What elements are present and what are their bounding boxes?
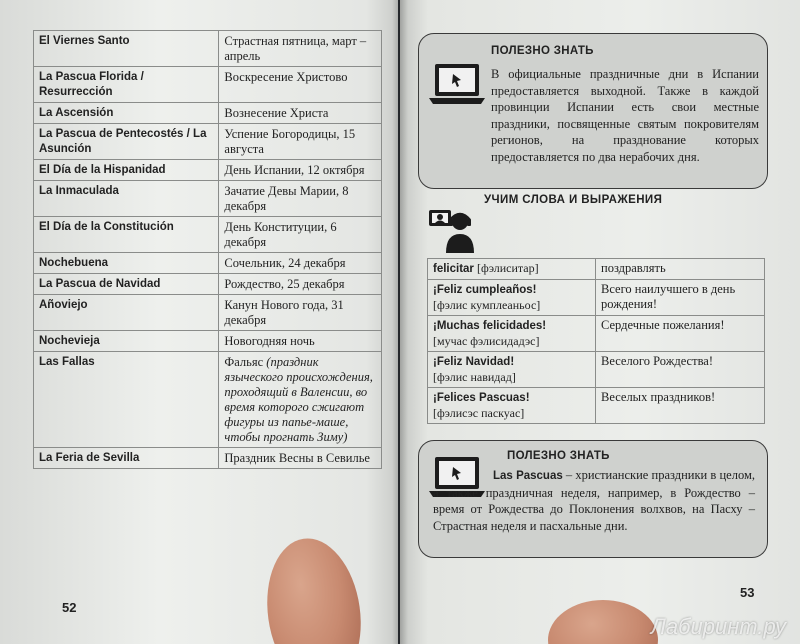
holiday-name-ru — [219, 253, 382, 274]
page-number-left: 52 — [62, 600, 77, 615]
phrase-transcription: [фэлисэс паскуас] — [433, 406, 525, 420]
phrase-es: ¡Muchas felicidades! — [433, 320, 547, 332]
holiday-name-es: La Pascua de Navidad — [34, 274, 219, 295]
holiday-name-ru — [219, 67, 382, 103]
phrase-ru: поздравлять — [596, 259, 765, 280]
page-number-right: 53 — [740, 585, 755, 600]
holiday-name-es: La Inmaculada — [34, 181, 219, 217]
table-row — [428, 259, 765, 280]
table-row — [34, 103, 382, 124]
holiday-name-es: La Pascua de Pentecostés / La Asunción — [34, 124, 219, 160]
phrase-ru: Веселых праздников! — [596, 388, 765, 424]
table-row — [34, 160, 382, 181]
phrase-es: ¡Felices Pascuas! — [433, 392, 530, 404]
phrase-transcription: [мучас фэлисидадэс] — [433, 334, 540, 348]
info-box-useful-2 — [418, 440, 768, 558]
table-row — [34, 274, 382, 295]
phrase-transcription: [фэлиситар] — [477, 261, 539, 275]
holiday-name-es: Nochebuena — [34, 253, 219, 274]
holiday-name-es: Añoviejo — [34, 295, 219, 331]
table-row — [34, 352, 382, 448]
holiday-translation: Сочельник, 24 декабря — [224, 256, 346, 270]
holiday-name-ru — [219, 31, 382, 67]
table-row — [34, 124, 382, 160]
phrase-es: ¡Feliz Navidad! — [433, 356, 515, 368]
info-box-1-text — [491, 66, 759, 165]
watermark: Лабиринт.ру — [650, 614, 786, 639]
holiday-name-ru — [219, 274, 382, 295]
holiday-name-ru — [219, 352, 382, 448]
holiday-name-es: La Ascensión — [34, 103, 219, 124]
phrase-es-cell — [428, 352, 596, 388]
holiday-translation: День Конституции, 6 декабря — [224, 220, 337, 249]
phrase-es-cell — [428, 259, 596, 280]
laptop-icon — [427, 62, 487, 113]
holiday-name-ru — [219, 103, 382, 124]
left-page — [0, 0, 398, 644]
holiday-name-ru — [219, 217, 382, 253]
info-box-useful-1 — [418, 33, 768, 189]
holidays-table — [33, 30, 382, 469]
table-row — [34, 448, 382, 469]
table-row — [34, 181, 382, 217]
holiday-name-ru — [219, 124, 382, 160]
holiday-translation: Воскресение Христово — [224, 70, 348, 84]
phrase-ru: Сердечные пожелания! — [596, 316, 765, 352]
table-row — [428, 352, 765, 388]
phrase-transcription: [фэлис кумплеаньос] — [433, 298, 541, 312]
holiday-name-es: Las Fallas — [34, 352, 219, 448]
holiday-name-ru — [219, 181, 382, 217]
table-row — [34, 295, 382, 331]
section-title: УЧИМ СЛОВА И ВЫРАЖЕНИЯ — [484, 194, 663, 206]
info-box-1-body: В официальные праздничные дни в Испании предоставляется выходной. Также в каждой провинции Испании есть свои местные праздники, посвященные святым покровителям регионов, на празднование которых предоставляется по два нерабочих дня. — [491, 67, 759, 164]
table-row — [428, 388, 765, 424]
holiday-name-ru — [219, 448, 382, 469]
phrase-es: felicitar — [433, 263, 474, 275]
phrases-table — [427, 258, 765, 424]
holiday-name-es: Nochevieja — [34, 331, 219, 352]
holiday-note: (праздник языческого происхождения, проходящий в Валенсии, во время которого сжигают фигуры из папье-маше, чтобы прогнать Зиму) — [224, 355, 373, 444]
table-row — [34, 217, 382, 253]
holiday-name-es: El Día de la Hispanidad — [34, 160, 219, 181]
phrase-ru: Всего наилучшего в день рождения! — [596, 280, 765, 316]
holiday-name-es: La Pascua Florida / Resurrección — [34, 67, 219, 103]
holiday-name-ru — [219, 331, 382, 352]
phrase-es: ¡Feliz cumpleaños! — [433, 284, 537, 296]
holiday-translation: Рождество, 25 декабря — [224, 277, 345, 291]
video-call-icon — [428, 208, 476, 259]
table-row — [428, 280, 765, 316]
holiday-translation: Страстная пятница, март – апрель — [224, 34, 367, 63]
phrase-ru: Веселого Рождества! — [596, 352, 765, 388]
info-box-1-title: ПОЛЕЗНО ЗНАТЬ — [491, 45, 594, 57]
holiday-name-es: La Feria de Sevilla — [34, 448, 219, 469]
phrase-es-cell — [428, 388, 596, 424]
book-gutter — [392, 0, 408, 644]
holiday-name-es: El Día de la Constitución — [34, 217, 219, 253]
phrase-transcription: [фэлис навидад] — [433, 370, 516, 384]
holiday-translation: Успение Богородицы, 15 августа — [224, 127, 356, 156]
phrase-es-cell — [428, 280, 596, 316]
holiday-name-es: El Viernes Santo — [34, 31, 219, 67]
holiday-translation: Зачатие Девы Марии, 8 декабря — [224, 184, 349, 213]
table-row — [34, 253, 382, 274]
holiday-translation: День Испании, 12 октября — [224, 163, 365, 177]
phrase-es-cell — [428, 316, 596, 352]
holiday-translation: Фальяс — [224, 355, 264, 369]
holiday-name-ru — [219, 295, 382, 331]
holiday-translation: Праздник Весны в Севилье — [224, 451, 370, 465]
holiday-name-ru — [219, 160, 382, 181]
info-box-2-text — [433, 467, 755, 534]
holiday-translation: Канун Нового года, 31 декабря — [224, 298, 344, 327]
info-box-2-title: ПОЛЕЗНО ЗНАТЬ — [507, 450, 610, 462]
table-row — [34, 331, 382, 352]
holiday-translation: Новогодняя ночь — [224, 334, 315, 348]
table-row — [34, 67, 382, 103]
info-box-2-term: Las Pascuas — [493, 470, 563, 482]
table-row — [428, 316, 765, 352]
holiday-translation: Вознесение Христа — [224, 106, 329, 120]
info-box-2-body: – христианские праздники в целом, а также праздничная неделя, например, в Рождество – время от Рождества до Поклонения волхвов, на Пасху – Страстная неделя и пасхальные дни. — [433, 468, 755, 533]
table-row — [34, 31, 382, 67]
